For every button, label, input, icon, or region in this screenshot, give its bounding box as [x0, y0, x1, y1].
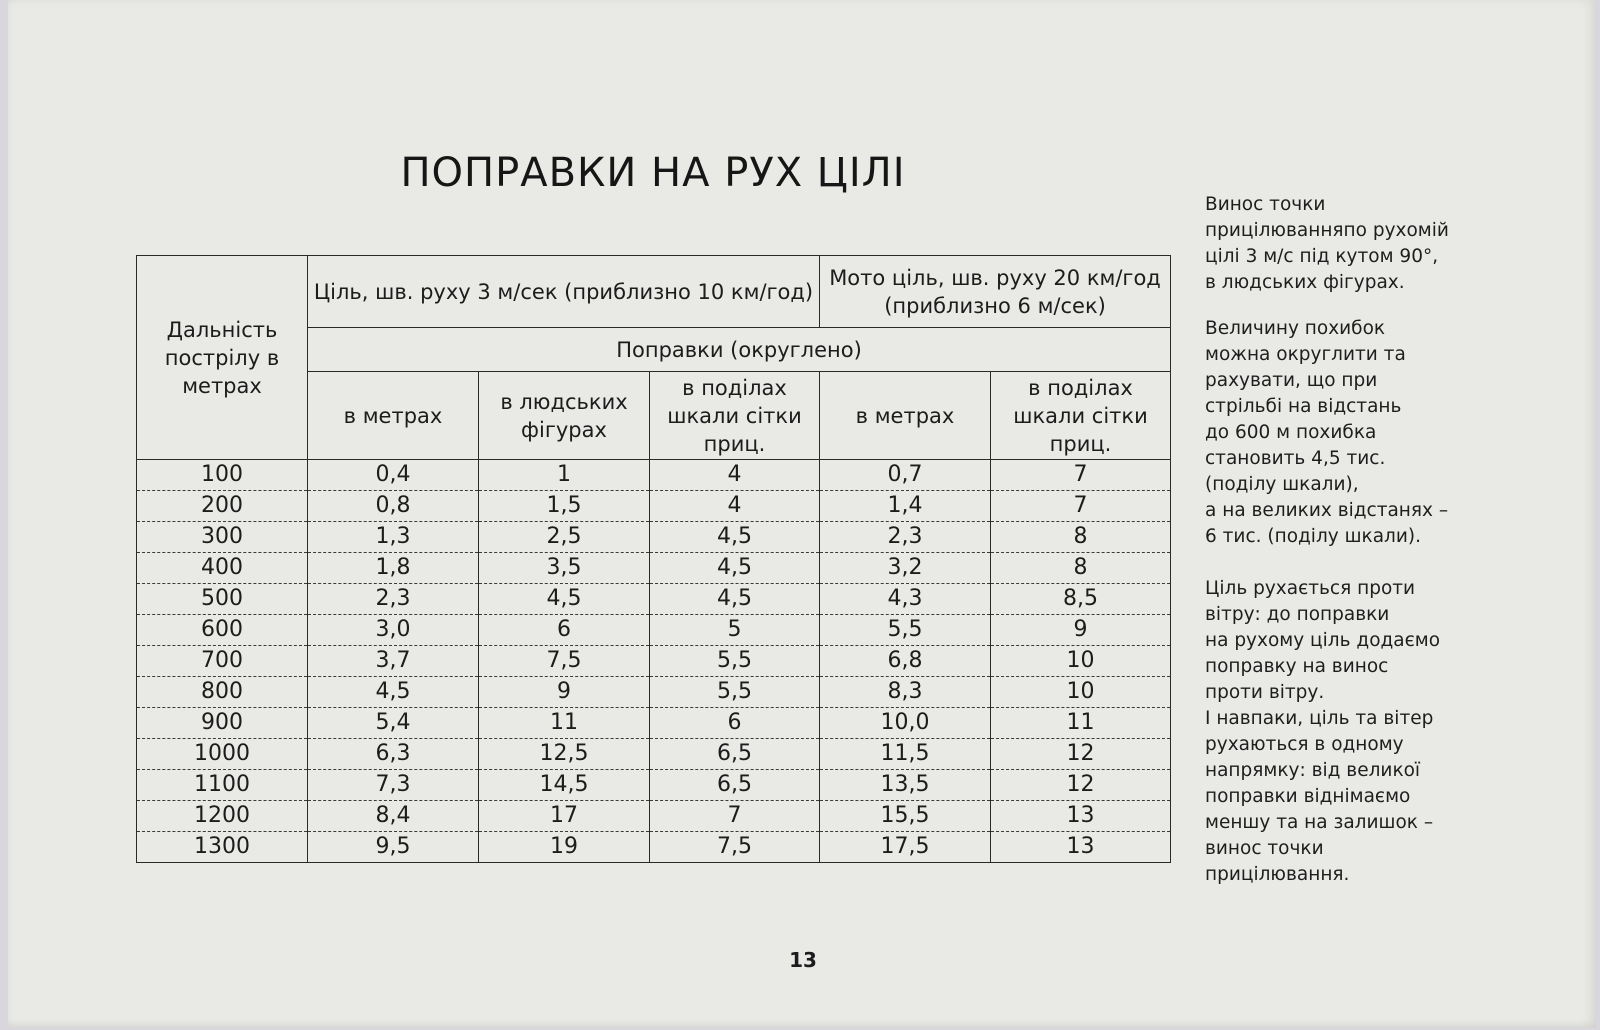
moto-scale-cell: 7 [991, 491, 1171, 522]
figures-cell: 12,5 [479, 739, 650, 770]
table-row [137, 491, 1171, 522]
table-row [137, 677, 1171, 708]
moto-scale-cell: 8,5 [991, 584, 1171, 615]
moto-meters-cell: 11,5 [820, 739, 991, 770]
table-row [137, 739, 1171, 770]
distance-cell: 500 [137, 584, 308, 615]
side-notes [1205, 192, 1495, 888]
table-body [137, 460, 1171, 863]
scale-cell: 4,5 [650, 553, 820, 584]
figures-cell: 6 [479, 615, 650, 646]
meters-cell: 3,7 [308, 646, 479, 677]
distance-cell: 1100 [137, 770, 308, 801]
moto-scale-cell: 9 [991, 615, 1171, 646]
table-row [137, 770, 1171, 801]
meters-cell: 4,5 [308, 677, 479, 708]
group-header-moto-target: Мото ціль, шв. руху 20 км/год (приблизно 6 м/сек) [820, 256, 1171, 328]
meters-cell: 6,3 [308, 739, 479, 770]
note-wind-direction: Ціль рухається проти вітру: до поправки на рухому ціль додаємо поправку на винос проти вітру. І навпаки, ціль та вітер рухаються в одному напрямку: від великої поправки віднімаємо меншу та на залишок – винос точки прицілювання. [1205, 578, 1441, 885]
scale-cell: 4,5 [650, 522, 820, 553]
meters-cell: 5,4 [308, 708, 479, 739]
figures-cell: 1,5 [479, 491, 650, 522]
distance-cell: 300 [137, 522, 308, 553]
table-row [137, 708, 1171, 739]
distance-cell: 1000 [137, 739, 308, 770]
moto-meters-cell: 2,3 [820, 522, 991, 553]
figures-cell: 1 [479, 460, 650, 491]
moto-scale-cell: 10 [991, 677, 1171, 708]
moto-scale-cell: 10 [991, 646, 1171, 677]
scale-cell: 6,5 [650, 770, 820, 801]
figures-cell: 14,5 [479, 770, 650, 801]
moto-meters-cell: 10,0 [820, 708, 991, 739]
col-header-scale-divisions-2: в поділах шкали сітки приц. [991, 372, 1171, 460]
table-row [137, 553, 1171, 584]
moto-meters-cell: 0,7 [820, 460, 991, 491]
group-header-target-3ms: Ціль, шв. руху 3 м/сек (приблизно 10 км/год) [308, 256, 820, 328]
moto-meters-cell: 4,3 [820, 584, 991, 615]
table-row [137, 832, 1171, 863]
moto-meters-cell: 13,5 [820, 770, 991, 801]
meters-cell: 2,3 [308, 584, 479, 615]
distance-cell: 900 [137, 708, 308, 739]
corrections-rounded-header: Поправки (округлено) [308, 328, 1171, 372]
moto-scale-cell: 7 [991, 460, 1171, 491]
scale-cell: 5,5 [650, 646, 820, 677]
distance-cell: 400 [137, 553, 308, 584]
figures-cell: 11 [479, 708, 650, 739]
scale-cell: 4 [650, 491, 820, 522]
col-header-human-figures: в людських фігурах [479, 372, 650, 460]
table-row [137, 615, 1171, 646]
scale-cell: 7,5 [650, 832, 820, 863]
col-header-scale-divisions-1: в поділах шкали сітки приц. [650, 372, 820, 460]
table-row [137, 801, 1171, 832]
figures-cell: 3,5 [479, 553, 650, 584]
corrections-table [136, 255, 1171, 863]
moto-scale-cell: 11 [991, 708, 1171, 739]
scale-cell: 5 [650, 615, 820, 646]
distance-cell: 200 [137, 491, 308, 522]
scale-cell: 5,5 [650, 677, 820, 708]
meters-cell: 8,4 [308, 801, 479, 832]
col-header-meters-1: в метрах [308, 372, 479, 460]
figures-cell: 9 [479, 677, 650, 708]
table-row [137, 522, 1171, 553]
moto-meters-cell: 1,4 [820, 491, 991, 522]
table-row [137, 460, 1171, 491]
meters-cell: 1,8 [308, 553, 479, 584]
moto-scale-cell: 13 [991, 801, 1171, 832]
moto-meters-cell: 3,2 [820, 553, 991, 584]
scale-cell: 4,5 [650, 584, 820, 615]
figures-cell: 4,5 [479, 584, 650, 615]
table-row [137, 646, 1171, 677]
scale-cell: 6 [650, 708, 820, 739]
note-aim-offset: Винос точки прицілюванняпо рухомій цілі 3 м/с під кутом 90°, в людських фігурах. [1205, 194, 1449, 293]
figures-cell: 7,5 [479, 646, 650, 677]
meters-cell: 0,4 [308, 460, 479, 491]
moto-scale-cell: 12 [991, 739, 1171, 770]
distance-cell: 1200 [137, 801, 308, 832]
moto-meters-cell: 5,5 [820, 615, 991, 646]
meters-cell: 9,5 [308, 832, 479, 863]
col-header-meters-2: в метрах [820, 372, 991, 460]
distance-header: Дальність пострілу в метрах [137, 256, 308, 460]
moto-meters-cell: 6,8 [820, 646, 991, 677]
meters-cell: 0,8 [308, 491, 479, 522]
table-row [137, 584, 1171, 615]
moto-meters-cell: 17,5 [820, 832, 991, 863]
scale-cell: 7 [650, 801, 820, 832]
note-rounding-errors: Величину похибок можна округлити та рахувати, що при стрільбі на відстань до 600 м похибка становить 4,5 тис. (поділу шкали), а на великих відстанях – 6 тис. (поділу шкали). [1205, 318, 1449, 547]
meters-cell: 1,3 [308, 522, 479, 553]
scale-cell: 6,5 [650, 739, 820, 770]
distance-cell: 600 [137, 615, 308, 646]
moto-meters-cell: 8,3 [820, 677, 991, 708]
meters-cell: 3,0 [308, 615, 479, 646]
distance-cell: 800 [137, 677, 308, 708]
figures-cell: 19 [479, 832, 650, 863]
figures-cell: 17 [479, 801, 650, 832]
scale-cell: 4 [650, 460, 820, 491]
book-page [8, 0, 1596, 1028]
distance-cell: 1300 [137, 832, 308, 863]
figures-cell: 2,5 [479, 522, 650, 553]
page-number: 13 [789, 948, 817, 972]
moto-scale-cell: 8 [991, 522, 1171, 553]
distance-cell: 100 [137, 460, 308, 491]
distance-cell: 700 [137, 646, 308, 677]
page-title: ПОПРАВКИ НА РУХ ЦІЛІ [400, 150, 906, 196]
meters-cell: 7,3 [308, 770, 479, 801]
moto-scale-cell: 13 [991, 832, 1171, 863]
moto-meters-cell: 15,5 [820, 801, 991, 832]
moto-scale-cell: 12 [991, 770, 1171, 801]
moto-scale-cell: 8 [991, 553, 1171, 584]
